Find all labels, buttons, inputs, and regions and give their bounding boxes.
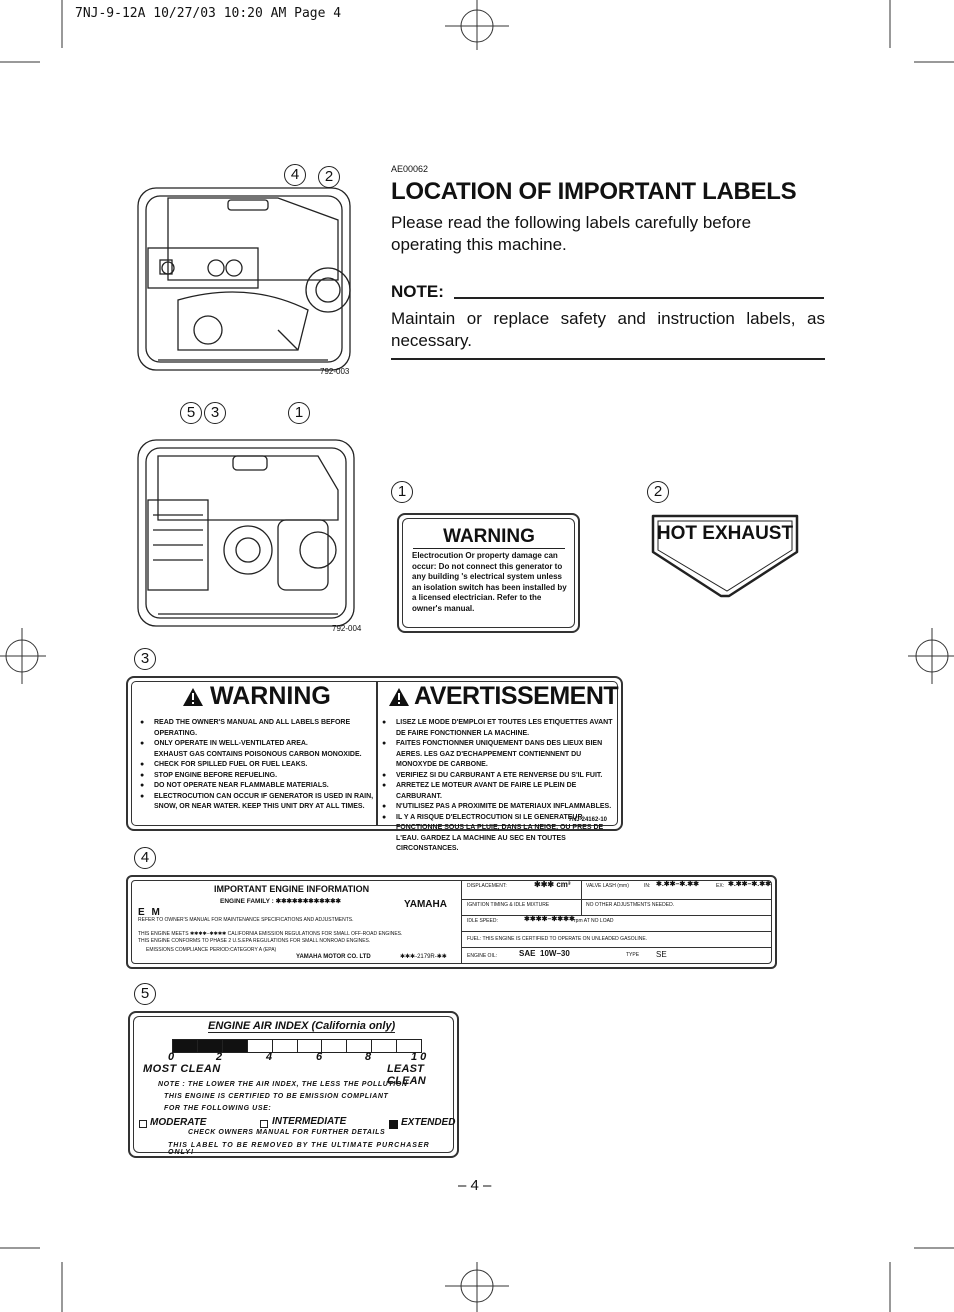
warning-triangle-icon <box>182 687 204 707</box>
valve-in-label: IN: <box>644 883 651 889</box>
section-code: AE00062 <box>391 164 429 174</box>
scale-tick: 4 <box>266 1051 273 1063</box>
oil-label: ENGINE OIL: <box>467 953 498 959</box>
label-3-warning-bilingual <box>126 676 623 852</box>
oil-grade: 10W–30 <box>540 949 570 958</box>
meets-text: THIS ENGINE MEETS ✱✱✱✱–✱✱✱✱ CALIFORNIA EMISSION REGULATIONS FOR SMALL OFF-ROAD ENGINES. <box>138 931 403 937</box>
note-end-rule <box>391 358 825 360</box>
label-2-hot-exhaust <box>647 510 803 602</box>
engine-info-title: IMPORTANT ENGINE INFORMATION <box>214 884 370 894</box>
callout-2: 2 <box>318 166 340 188</box>
type-label: TYPE <box>626 952 640 958</box>
displacement-value: ✱✱✱ cm³ <box>534 880 571 889</box>
note-label: NOTE: <box>391 282 444 301</box>
refer-text: REFER TO OWNER'S MANUAL FOR MAINTENANCE SPECIFICATIONS AND ADJUSTMENTS. <box>138 917 354 923</box>
idle-speed-unit: rpm AT NO LOAD <box>574 918 614 924</box>
label-4-engine-info <box>126 875 777 969</box>
figure-code: 792-004 <box>332 624 362 633</box>
fuel-text: FUEL: THIS ENGINE IS CERTIFIED TO OPERATE ON UNLEADED GASOLINE. <box>467 936 648 942</box>
displacement-label: DISPLACEMENT: <box>467 883 507 889</box>
warning-triangle-icon <box>388 687 410 707</box>
label-1-text: Electrocution Or property damage can occur: Do not connect this generator to any building 's electrical system unless an isolation switch has been installed by a licensed electrician. Refer to the owner's manual. <box>412 551 567 613</box>
period-text: EMISSIONS COMPLIANCE PERIOD:CATEGORY A (EPA) <box>146 947 277 953</box>
moderate-checkbox-icon <box>139 1120 147 1128</box>
callout-4: 4 <box>284 164 306 186</box>
label-5-air-index <box>128 1011 459 1158</box>
check-manual-text: CHECK OWNERS MANUAL FOR FURTHER DETAILS <box>188 1129 386 1136</box>
company-text: YAMAHA MOTOR CO. LTD <box>296 954 371 960</box>
scale-tick: 8 <box>365 1051 372 1063</box>
section-intro: Please read the following labels carefully before operating this machine. <box>391 213 752 254</box>
idle-speed-label: IDLE SPEED: <box>467 918 498 924</box>
label-number-2: 2 <box>647 481 669 503</box>
callout-1: 1 <box>288 402 310 424</box>
conforms-text: THIS ENGINE CONFORMS TO PHASE 2 U.S.EPA REGULATIONS FOR SMALL NONROAD ENGINES. <box>138 938 371 944</box>
valve-in-value: ✱.✱✱–✱.✱✱ <box>656 881 699 888</box>
air-index-note-1: NOTE : THE LOWER THE AIR INDEX, THE LESS THE POLLUTION <box>158 1081 408 1088</box>
extended-checkbox-icon <box>389 1120 398 1129</box>
type-value: SE <box>656 950 667 959</box>
valve-ex-label: EX: <box>716 883 725 889</box>
least-clean: LEAST CLEAN <box>387 1063 426 1087</box>
label-number-4: 4 <box>134 847 156 869</box>
remove-label-text: THIS LABEL TO BE REMOVED BY THE ULTIMATE PURCHASER ONLY! <box>168 1142 430 1156</box>
yamaha-logo: YAMAHA <box>404 899 447 910</box>
air-index-title: ENGINE AIR INDEX (California only) <box>208 1020 396 1032</box>
scale-tick: 2 <box>216 1051 223 1063</box>
em-mark: E M <box>138 907 162 918</box>
label-3-part-number: 7NJ-24162-10 <box>568 817 607 823</box>
intermediate-checkbox-icon <box>260 1120 268 1128</box>
note-text: Maintain or replace safety and instruction labels, as necessary. <box>391 309 825 350</box>
extended-label: EXTENDED <box>401 1117 456 1128</box>
warning-header-right: AVERTISSEMENT <box>386 682 622 710</box>
valve-ex-value: ✱.✱✱–✱.✱✱ <box>728 881 771 888</box>
label-number-3: 3 <box>134 648 156 670</box>
label-1-title: WARNING <box>413 526 565 549</box>
generator-figure-front <box>128 160 358 382</box>
page-number: – 4 – <box>458 1177 492 1194</box>
callout-3: 3 <box>204 402 226 424</box>
warning-list-en: ● READ THE OWNER'S MANUAL AND ALL LABELS BEFORE OPERATING. ● ONLY OPERATE IN WELL-VENTILATED AREA. EXHAUST GAS CONTAINS POISONOUS CARBON MONOXIDE. ● CHECK FOR SPILLED FUEL OR FUEL LEAKS. ● STOP ENGINE BEFORE REFUELING. ● DO NOT OPERATE NEAR FLAMMABLE MATERIALS. ● ELECTROCUTION CAN OCCUR IF GENERATOR IS USED IN RAIN, SNOW, OR NEAR WATER. KEEP THIS UNIT DRY AT ALL TIMES. <box>140 718 374 813</box>
warning-header-left: WARNING <box>174 682 374 710</box>
label-number-1: 1 <box>391 481 413 503</box>
label-1-warning <box>397 513 580 633</box>
idle-speed-value: ✱✱✱✱–✱✱✱✱ <box>524 916 575 923</box>
moderate-label: MODERATE <box>150 1117 207 1128</box>
most-clean: MOST CLEAN <box>143 1063 221 1075</box>
label-4-code: ✱✱✱-2179R-✱✱ <box>400 954 447 960</box>
scale-tick: 6 <box>316 1051 323 1063</box>
scale-tick: 1 0 <box>411 1051 427 1063</box>
air-index-note-2: THIS ENGINE IS CERTIFIED TO BE EMISSION COMPLIANT <box>164 1093 389 1100</box>
scale-tick: 0 <box>168 1051 175 1063</box>
section-title: LOCATION OF IMPORTANT LABELS <box>391 178 797 205</box>
engine-family: ENGINE FAMILY : ✱✱✱✱✱✱✱✱✱✱✱✱ <box>220 898 341 905</box>
label-number-5: 5 <box>134 983 156 1005</box>
air-index-note-3: FOR THE FOLLOWING USE: <box>164 1105 272 1112</box>
print-header: 7NJ-9-12A 10/27/03 10:20 AM Page 4 <box>75 6 342 21</box>
note-rule <box>454 297 824 299</box>
warning-list-fr: ● LISEZ LE MODE D'EMPLOI ET TOUTES LES ETIQUETTES AVANT DE FAIRE FONCTIONNER LA MACHINE. ● FAITES FONCTIONNER UNIQUEMENT DANS DES LIEUX BIEN AERES. LES GAZ D'ECHAPPEMENT CONTIENNENT DU MONOXYDE DE CARBONE. ● VERIFIEZ SI DU CARBURANT A ETE RENVERSE DU S'IL FUIT. ● ARRETEZ LE MOTEUR AVANT DE FAIRE LE PLEIN DE CARBURANT. ● N'UTILISEZ PAS A PROXIMITE DE MATERIAUX INFLAMMABLES. ● IL Y A RISQUE D'ELECTROCUTION SI LE GENERATEUR FONCTIONNE SOUS LA PLUIE, DANS LA NEIGE, OU PRES DE L'EAU. GARDEZ LA MACHINE AU SEC EN TOUTES CIRCONSTANCES. <box>382 718 620 855</box>
figure-code: 792-003 <box>320 367 350 376</box>
intermediate-label: INTERMEDIATE <box>272 1116 347 1127</box>
oil-sae: SAE <box>519 949 536 958</box>
ignition-text: IGNITION TIMING & IDLE MIXTURE <box>467 902 550 908</box>
no-adjust-text: NO OTHER ADJUSTMENTS NEEDED. <box>586 902 675 908</box>
generator-figure-back <box>128 400 368 638</box>
label-2-title: HOT EXHAUST <box>656 523 794 544</box>
valve-lash-label: VALVE LASH (mm) <box>586 883 629 889</box>
callout-5: 5 <box>180 402 202 424</box>
